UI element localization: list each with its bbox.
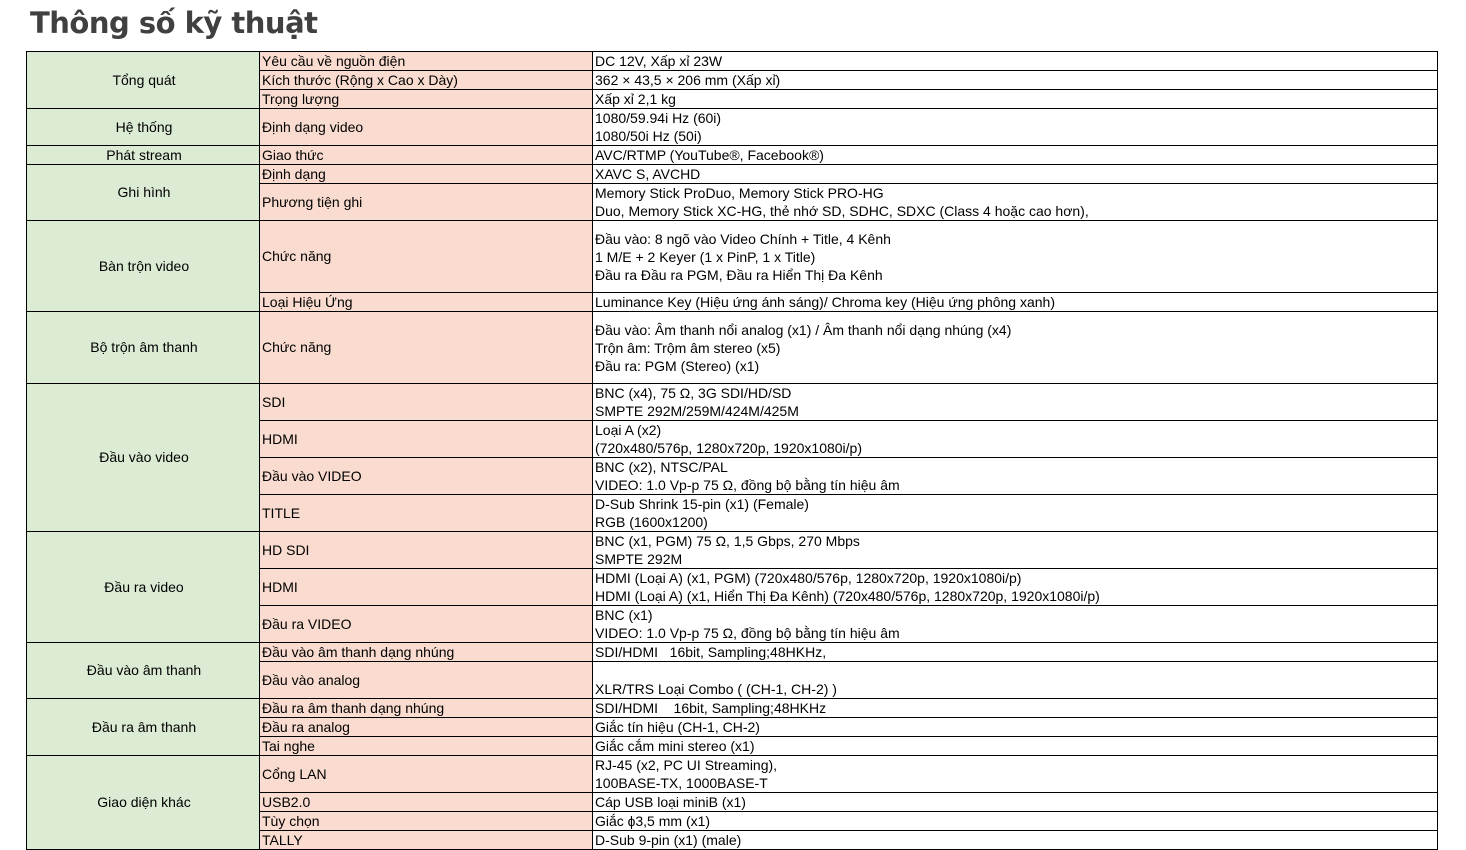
spec-value-line: Duo, Memory Stick XC-HG, thẻ nhớ SD, SDHC, SDXC (Class 4 hoặc cao hơn),: [595, 203, 1089, 219]
spec-name: Định dạng video: [260, 109, 593, 146]
spec-value-line: SMPTE 292M: [595, 551, 683, 567]
spec-name: HD SDI: [260, 532, 593, 569]
spec-name: Đầu vào âm thanh dạng nhúng: [260, 643, 593, 662]
category-stream: Phát stream: [27, 146, 260, 165]
spec-value-line: 1080/50i Hz (50i): [595, 128, 702, 144]
table-row: [27, 165, 1438, 184]
spec-value: [593, 606, 1438, 643]
spec-value: [593, 90, 1438, 109]
spec-value-line: 362 × 43,5 × 206 mm (Xấp xỉ): [595, 72, 781, 88]
spec-value: [593, 569, 1438, 606]
table-row: [27, 52, 1438, 71]
table-row: [27, 532, 1438, 569]
spec-value-line: XAVC S, AVCHD: [595, 166, 701, 182]
spec-value-line: HDMI (Loại A) (x1, PGM) (720x480/576p, 1280x720p, 1920x1080i/p): [595, 570, 1022, 586]
category-video-mixer: Bàn trộn video: [27, 221, 260, 312]
spec-value-line: HDMI (Loại A) (x1, Hiển Thị Đa Kênh) (720x480/576p, 1280x720p, 1920x1080i/p): [595, 588, 1100, 604]
spec-value-line: Luminance Key (Hiệu ứng ánh sáng)/ Chroma key (Hiệu ứng phông xanh): [595, 294, 1055, 310]
spec-value: [593, 831, 1438, 850]
spec-name: HDMI: [260, 569, 593, 606]
spec-value: [593, 384, 1438, 421]
table-row: [27, 699, 1438, 718]
spec-value: [593, 643, 1438, 662]
spec-value-line: SDI/HDMI 16bit, Sampling;48HKHz: [595, 700, 827, 716]
spec-value: [593, 718, 1438, 737]
category-video-out: Đầu ra video: [27, 532, 260, 643]
spec-name: HDMI: [260, 421, 593, 458]
spec-value: [593, 293, 1438, 312]
spec-name: Đầu ra analog: [260, 718, 593, 737]
category-video-in: Đầu vào video: [27, 384, 260, 532]
spec-value-line: Cáp USB loại miniB (x1): [595, 794, 746, 810]
spec-value-line: 100BASE-TX, 1000BASE-T: [595, 775, 768, 791]
spec-value-line: BNC (x1): [595, 607, 653, 623]
spec-value: [593, 71, 1438, 90]
spec-name: Loại Hiệu Ứng: [260, 293, 593, 312]
spec-value-line: Xấp xỉ 2,1 kg: [595, 91, 676, 107]
spec-value-line: RGB (1600x1200): [595, 514, 708, 530]
table-row: [27, 312, 1438, 384]
spec-value: [593, 699, 1438, 718]
spec-value-line: Memory Stick ProDuo, Memory Stick PRO-HG: [595, 185, 884, 201]
spec-name: Chức năng: [260, 221, 593, 293]
spec-value: [593, 184, 1438, 221]
category-audio-out: Đầu ra âm thanh: [27, 699, 260, 756]
spec-name: Tai nghe: [260, 737, 593, 756]
spec-value-line: DC 12V, Xấp xỉ 23W: [595, 53, 723, 69]
spec-name: Giao thức: [260, 146, 593, 165]
table-row: [27, 643, 1438, 662]
table-row: [27, 109, 1438, 146]
spec-value-line: AVC/RTMP (YouTube®, Facebook®): [595, 147, 824, 163]
spec-value: [593, 737, 1438, 756]
spec-name: TITLE: [260, 495, 593, 532]
spec-name: Yêu cầu về nguồn điện: [260, 52, 593, 71]
spec-value: [593, 421, 1438, 458]
spec-value-line: BNC (x2), NTSC/PAL: [595, 459, 728, 475]
spec-name: Đầu ra âm thanh dạng nhúng: [260, 699, 593, 718]
spec-value-line: BNC (x4), 75 Ω, 3G SDI/HD/SD: [595, 385, 792, 401]
category-other: Giao diện khác: [27, 756, 260, 850]
spec-value: [593, 221, 1438, 293]
spec-name: Trọng lượng: [260, 90, 593, 109]
spec-value-line: VIDEO: 1.0 Vp-p 75 Ω, đồng bộ bằng tín hiệu âm: [595, 477, 900, 493]
spec-value: [593, 458, 1438, 495]
category-recording: Ghi hình: [27, 165, 260, 221]
spec-value: [593, 165, 1438, 184]
category-general: Tổng quát: [27, 52, 260, 109]
spec-value-line: RJ-45 (x2, PC UI Streaming),: [595, 757, 778, 773]
spec-value-line: [595, 662, 1437, 680]
spec-value: [593, 793, 1438, 812]
spec-table: [26, 51, 1438, 850]
spec-value-line: 1080/59.94i Hz (60i): [595, 110, 722, 126]
spec-value: [593, 495, 1438, 532]
spec-name: Kích thước (Rộng x Cao x Dày): [260, 71, 593, 90]
table-row: [27, 384, 1438, 421]
spec-name: Đầu vào VIDEO: [260, 458, 593, 495]
spec-value-line: Đầu vào: 8 ngõ vào Video Chính + Title, 4 Kênh: [595, 230, 891, 247]
spec-name: TALLY: [260, 831, 593, 850]
spec-value-line: Đầu vào: Âm thanh nổi analog (x1) / Âm thanh nổi dạng nhúng (x4): [595, 321, 1012, 338]
spec-name: Đầu vào analog: [260, 662, 593, 699]
spec-name: Phương tiện ghi: [260, 184, 593, 221]
spec-value: [593, 756, 1438, 793]
spec-value-line: (720x480/576p, 1280x720p, 1920x1080i/p): [595, 440, 862, 456]
table-row: [27, 221, 1438, 293]
spec-value: [593, 662, 1438, 699]
page-title: Thông số kỹ thuật: [30, 6, 318, 40]
spec-value-line: SMPTE 292M/259M/424M/425M: [595, 403, 799, 419]
spec-value-line: 1 M/E + 2 Keyer (1 x PinP, 1 x Title): [595, 248, 816, 265]
spec-name: Định dạng: [260, 165, 593, 184]
spec-value: [593, 109, 1438, 146]
spec-name: Cổng LAN: [260, 756, 593, 793]
spec-value: [593, 812, 1438, 831]
spec-value: [593, 146, 1438, 165]
spec-value-line: Loại A (x2): [595, 422, 662, 438]
spec-value-line: Đầu ra: PGM (Stereo) (x1): [595, 357, 760, 374]
spec-name: SDI: [260, 384, 593, 421]
spec-name: Tùy chọn: [260, 812, 593, 831]
spec-value: [593, 312, 1438, 384]
spec-value: [593, 52, 1438, 71]
table-row: [27, 146, 1438, 165]
table-row: [27, 756, 1438, 793]
spec-value-line: VIDEO: 1.0 Vp-p 75 Ω, đồng bộ bằng tín hiệu âm: [595, 625, 900, 641]
spec-value: [593, 532, 1438, 569]
spec-value-line: BNC (x1, PGM) 75 Ω, 1,5 Gbps, 270 Mbps: [595, 533, 860, 549]
category-audio-in: Đầu vào âm thanh: [27, 643, 260, 699]
spec-value-line: Giắc cắm mini stereo (x1): [595, 738, 755, 754]
category-system: Hệ thống: [27, 109, 260, 146]
spec-value-line: XLR/TRS Loại Combo ( (CH-1, CH-2) ): [595, 681, 837, 697]
spec-value-line: Giắc tín hiệu (CH-1, CH-2): [595, 719, 760, 735]
spec-value-line: Trộn âm: Trộm âm stereo (x5): [595, 339, 781, 356]
spec-value-line: D-Sub Shrink 15-pin (x1) (Female): [595, 496, 809, 512]
spec-value-line: D-Sub 9-pin (x1) (male): [595, 832, 742, 848]
category-audio-mixer: Bộ trộn âm thanh: [27, 312, 260, 384]
spec-value-line: Đầu ra Đầu ra PGM, Đầu ra Hiển Thị Đa Kênh: [595, 266, 883, 283]
spec-name: Đầu ra VIDEO: [260, 606, 593, 643]
spec-name: USB2.0: [260, 793, 593, 812]
spec-value-line: Giắc ɸ3,5 mm (x1): [595, 813, 711, 829]
spec-name: Chức năng: [260, 312, 593, 384]
spec-value-line: SDI/HDMI 16bit, Sampling;48HKHz,: [595, 644, 827, 660]
